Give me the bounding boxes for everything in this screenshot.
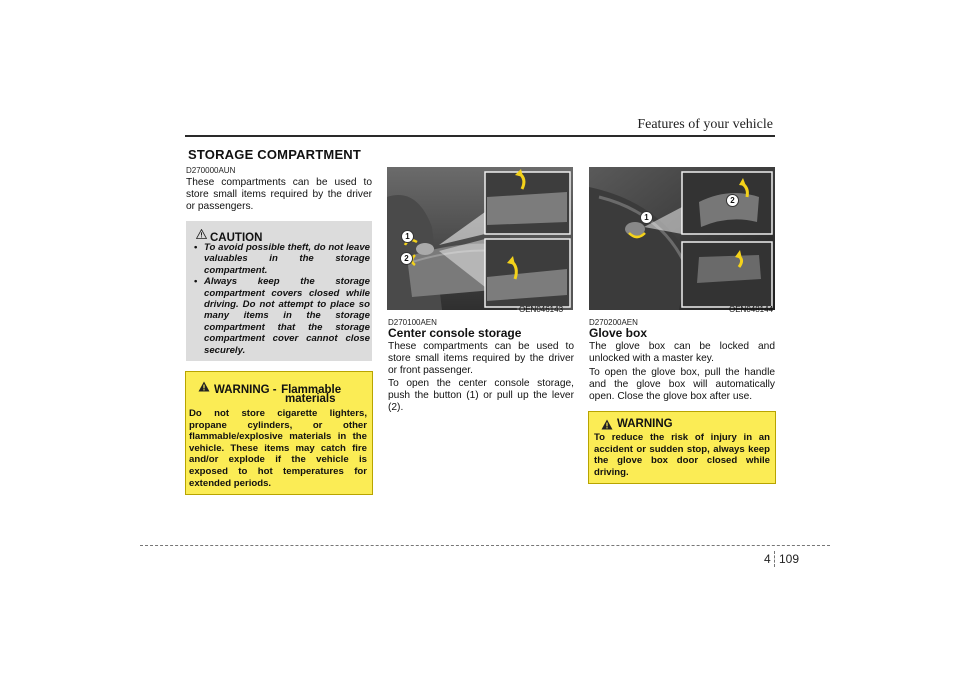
flammable-warning-subtitle-2: materials — [285, 393, 336, 405]
callout-2: 2 — [400, 252, 413, 265]
photo-label: OEN046143 — [519, 305, 564, 314]
callout-1: 1 — [640, 211, 653, 224]
subheading-center-console: Center console storage — [388, 326, 522, 340]
page-number: 109 — [779, 552, 800, 566]
section-code: D270100AEN — [388, 318, 437, 327]
center-console-photo — [387, 167, 573, 310]
section-code: D270200AEN — [589, 318, 638, 327]
subheading-glove-box: Glove box — [589, 326, 648, 340]
warning-triangle-icon — [601, 419, 613, 430]
glove-box-warning-title: WARNING — [617, 418, 673, 430]
glove-box-illustration — [589, 167, 775, 310]
center-console-paragraph-2: To open the center console storage, push the button (1) or pull up the lever (2). — [388, 378, 574, 413]
center-console-illustration — [387, 167, 573, 310]
flammable-warning-body: Do not store cigarette lighters, propane cylinders, or other flammable/explosive materials in the vehicle. These items may catch fire and/or explode if the vehicle is exposed to hot temperatures for extended periods. — [189, 408, 367, 489]
caution-triangle-icon — [196, 229, 207, 239]
caution-box — [186, 221, 372, 361]
glove-box-paragraph-1: The glove box can be locked and unlocked with a master key. — [589, 341, 775, 364]
caution-item: • Always keep the storage compartment covers closed while driving. Do not attempt to place so many items in the storage compartment that the storage compartment cover cannot close securely. — [198, 276, 370, 356]
center-console-paragraph-1: These compartments can be used to store small items required by the driver or front passenger. — [388, 341, 574, 376]
flammable-warning-subtitle: Flammable — [281, 384, 342, 396]
section-code: D270000AUN — [186, 166, 236, 175]
glove-box-photo — [589, 167, 775, 310]
flammable-warning-box — [185, 371, 373, 495]
intro-paragraph: These compartments can be used to store small items required by the driver or passengers. — [186, 177, 372, 212]
caution-item: • To avoid possible theft, do not leave valuables in the storage compartment. — [198, 242, 370, 276]
callout-1: 1 — [401, 230, 414, 243]
running-header: Features of your vehicle — [637, 117, 773, 132]
page-number-separator — [774, 551, 775, 567]
footer-rule — [140, 545, 830, 546]
photo-label: OEN048144 — [729, 305, 774, 314]
callout-2: 2 — [726, 194, 739, 207]
section-heading: STORAGE COMPARTMENT — [188, 147, 362, 162]
caution-list — [188, 242, 370, 356]
flammable-warning-title: WARNING - — [214, 384, 277, 396]
warning-triangle-icon — [198, 381, 210, 392]
glove-box-warning-body: To reduce the risk of injury in an accident or sudden stop, always keep the glove box door closed while driving. — [594, 432, 770, 478]
chapter-number: 4 — [764, 552, 771, 566]
caution-title: CAUTION — [210, 232, 263, 244]
glove-box-warning-box — [588, 411, 776, 484]
header-rule — [185, 135, 775, 137]
glove-box-paragraph-2: To open the glove box, pull the handle and the glove box will automatically open. Close the glove box after use. — [589, 367, 775, 402]
